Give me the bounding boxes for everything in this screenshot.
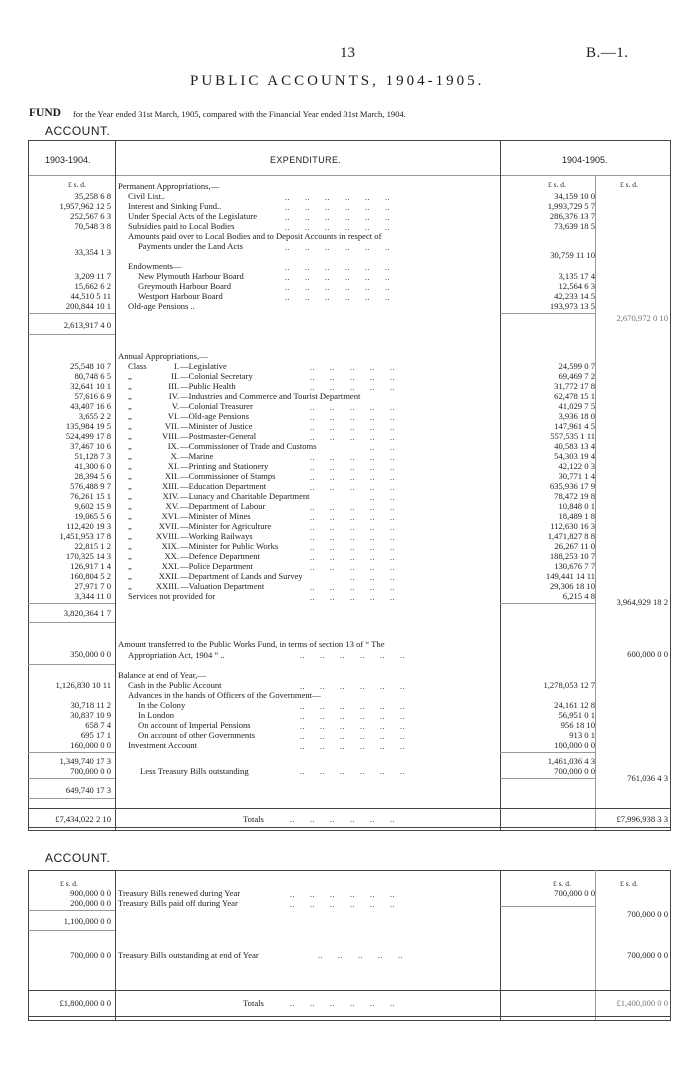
second-prev-0: 900,000 0 0 [70, 888, 111, 898]
annual-num-3: IV. [168, 391, 179, 401]
annual-prev-19: 170,325 14 3 [65, 551, 111, 561]
perm-cur-9: 42,233 14 5 [554, 291, 595, 301]
perm-cur-5: 30,759 11 10 [550, 250, 595, 260]
annual-num-11: XII. [164, 471, 179, 481]
subtitle-lead: FUND [29, 107, 61, 119]
annual-label-1: —Colonial Secretary [180, 371, 253, 381]
perm-label-8: Greymouth Harbour Board [138, 281, 232, 291]
annual-mark-0: Class [128, 361, 147, 371]
totals-bottom-rule [28, 827, 671, 828]
annual-cur-6: 147,961 4 5 [554, 421, 595, 431]
annual-mark-7: „ [128, 431, 132, 441]
annual-prev-15: 19,065 5 6 [74, 511, 111, 521]
annual-label-9: —Marine [180, 451, 214, 461]
second-totals-bottom-rule [28, 1016, 671, 1017]
annual-prev-9: 51,128 7 3 [74, 451, 111, 461]
annual-cur-14: 10,848 0 1 [558, 501, 595, 511]
second-outstanding-cur: 700,000 0 0 [627, 950, 668, 960]
balance-less-leaders: .. .. .. .. .. .. [300, 767, 405, 776]
balance-less-rule [28, 778, 115, 779]
annual-label-19: —Defence Department [180, 551, 260, 561]
annual-label-8: —Commissioner of Trade and Customs [180, 441, 317, 451]
balance-prev-0: 30,718 11 2 [70, 700, 111, 710]
second-leaders: .. .. .. .. .. .. .. .. .. .. .. .. [290, 890, 395, 909]
annual-prev-12: 576,488 9 7 [70, 481, 111, 491]
balance-leaders: .. .. .. .. .. .. .. .. .. .. .. .. .. .. .. .. .. .. .. .. .. .. .. .. .. .. .. .. .. .. .. .. .. .. .. .. [300, 682, 405, 751]
annual-label-6: —Minister of Justice [180, 421, 253, 431]
annual-mark-8: „ [128, 441, 132, 451]
balance-label-3: On account of other Governments [138, 730, 255, 740]
balance-sum-cur: 1,461,036 4 3 [547, 756, 595, 766]
annual-label-10: —Printing and Stationery [180, 461, 269, 471]
annual-label-17: —Working Railways [180, 531, 253, 541]
annual-num-20: XXI. [161, 561, 179, 571]
annual-mark-17: „ [128, 531, 132, 541]
annual-mark-10: „ [128, 461, 132, 471]
annual-cur-9: 54,303 19 4 [554, 451, 595, 461]
annual-mark-11: „ [128, 471, 132, 481]
annual-prev-1: 80,748 6 5 [74, 371, 111, 381]
annual-prev-4: 43,407 16 6 [70, 401, 111, 411]
annual-label-7: —Postmaster-General [180, 431, 257, 441]
annual-prev-22: 27,971 7 0 [74, 581, 111, 591]
annual-prev-2: 32,641 10 1 [70, 381, 111, 391]
perm-label-10: Old-age Pensions .. [128, 301, 195, 311]
balance-prev-1: 30,837 10 9 [70, 710, 111, 720]
annual-cur-7: 557,535 1 11 [550, 431, 595, 441]
balance-cash-label: Cash in the Public Account [128, 680, 222, 690]
second-col-divider-label [500, 870, 501, 1020]
annual-prev-21: 160,804 5 2 [70, 571, 111, 581]
col-header-1904: 1904-1905. [562, 155, 608, 165]
perm-prev-0: 35,258 6 8 [74, 191, 111, 201]
second-totals-label: Totals [243, 998, 264, 1008]
balance-prev-2: 658 7 4 [85, 720, 111, 730]
balance-net-prev: 649,740 17 3 [65, 785, 111, 795]
annual-detail-rule [500, 603, 595, 604]
second-outstanding-leaders: .. .. .. .. .. [318, 951, 403, 960]
balance-less-cur: 700,000 0 0 [554, 766, 595, 776]
second-outstanding-prev: 700,000 0 0 [70, 950, 111, 960]
annual-num-13: XIV. [162, 491, 179, 501]
annual-cur-21: 149,441 14 11 [545, 571, 595, 581]
second-prev-1: 200,000 0 0 [70, 898, 111, 908]
annual-mark-13: „ [128, 491, 132, 501]
totals-cur: £7,996,938 3 3 [616, 814, 668, 824]
perm-subtotal-bottom-rule [28, 334, 115, 335]
annual-mark-1: „ [128, 371, 132, 381]
balance-sum-rule-detail [500, 752, 595, 753]
perm-cur-1: 1,993,729 5 7 [547, 201, 595, 211]
annual-label-13: —Lunacy and Charitable Department [180, 491, 310, 501]
annual-subtotal-cur: 3,964,929 18 2 [616, 597, 668, 607]
table-top-rule [28, 140, 671, 141]
perm-label-5: Payments under the Land Acts [138, 241, 244, 251]
balance-cur-1: 56,951 0 1 [558, 710, 595, 720]
perm-label-7: New Plymouth Harbour Board [138, 271, 244, 281]
perm-label-9: Westport Harbour Board [138, 291, 223, 301]
transfer-label-line2: Appropriation Act, 1904 ” .. [128, 650, 225, 660]
second-subtotal-prev: 1,100,000 0 0 [63, 916, 111, 926]
second-table-top-rule [28, 870, 671, 871]
annual-mark-6: „ [128, 421, 132, 431]
annual-cur-22: 29,306 18 10 [549, 581, 595, 591]
perm-subtotal-cur: 2,670,972 0 10 [616, 313, 668, 323]
balance-less-prev: 700,000 0 0 [70, 766, 111, 776]
annual-label-3: —Industries and Commerce and Tourist Department [180, 391, 361, 401]
annual-label-12: —Education Department [180, 481, 267, 491]
annual-num-18: XIX. [161, 541, 179, 551]
annual-mark-12: „ [128, 481, 132, 491]
transfer-leaders: .. .. .. .. .. .. [300, 651, 405, 660]
annual-cur-2: 31,772 17 8 [554, 381, 595, 391]
table-bottom-rule [28, 830, 671, 831]
second-cur-0: 700,000 0 0 [554, 888, 595, 898]
second-totals-leaders: .. .. .. .. .. .. [290, 999, 395, 1008]
annual-num-6: VII. [164, 421, 179, 431]
balance-net-rule [28, 798, 115, 799]
section-heading-permanent: Permanent Appropriations,— [118, 181, 220, 191]
annual-prev-16: 112,420 19 3 [66, 521, 111, 531]
annual-cur-4: 41,029 7 5 [558, 401, 595, 411]
annual-mark-16: „ [128, 521, 132, 531]
annual-cur-20: 130,676 7 7 [554, 561, 595, 571]
balance-less-label: Less Treasury Bills outstanding [140, 766, 249, 776]
annual-num-10: XI. [167, 461, 179, 471]
annual-prev-6: 135,984 19 5 [65, 421, 111, 431]
annual-prev-20: 126,917 1 4 [70, 561, 111, 571]
second-subtotal-cur: 700,000 0 0 [627, 909, 668, 919]
perm-prev-5: 33,354 1 3 [74, 247, 111, 257]
annual-label-11: —Commissioner of Stamps [180, 471, 276, 481]
balance-prev-3: 695 17 1 [80, 730, 111, 740]
perm-label-4: Amounts paid over to Local Bodies and to Deposit Accounts in respect of [128, 231, 382, 241]
totals-top-rule [28, 808, 671, 809]
annual-num-12: XIII. [162, 481, 179, 491]
perm-detail-rule [500, 313, 595, 314]
annual-label-0: —Legislative [180, 361, 227, 371]
balance-sum-rule [28, 752, 115, 753]
annual-cur-3: 62,478 15 1 [554, 391, 595, 401]
annual-prev-17: 1,451,953 17 8 [59, 531, 111, 541]
annual-cur-10: 42,122 0 3 [558, 461, 595, 471]
perm-label-1: Interest and Sinking Fund.. [128, 201, 222, 211]
perm-label-0: Civil List.. [128, 191, 166, 201]
annual-cur-15: 18,489 1 8 [558, 511, 595, 521]
balance-cur-2: 956 18 10 [560, 720, 595, 730]
perm-cur-3: 73,639 18 5 [554, 221, 595, 231]
second-totals-prev: £1,800,000 0 0 [59, 998, 111, 1008]
totals-leaders: .. .. .. .. .. .. [290, 815, 395, 824]
annual-cur-18: 26,267 11 0 [554, 541, 595, 551]
annual-prev-7: 524,499 17 8 [65, 431, 111, 441]
annual-label-18: —Minister for Public Works [180, 541, 279, 551]
perm-prev-1: 1,957,962 12 5 [59, 201, 111, 211]
transfer-label-line1: Amount transferred to the Public Works Fund, in terms of section 13 of “ The [118, 639, 385, 649]
second-totals-cur: £1,400,000 0 0 [616, 998, 668, 1008]
annual-num-22: XXIII. [155, 581, 179, 591]
second-right-border [670, 870, 671, 1020]
annual-prev-8: 37,467 10 6 [70, 441, 111, 451]
annual-label-4: —Colonial Treasurer [180, 401, 253, 411]
currency-header-cur: £ s. d. [548, 180, 566, 189]
subtitle: for the Year ended 31st March, 1905, compared with the Financial Year ended 31st March, 1904. [73, 109, 406, 119]
second-table-bottom-rule [28, 1020, 671, 1021]
balance-label-0: In the Colony [138, 700, 186, 710]
perm-prev-8: 15,662 6 2 [74, 281, 111, 291]
annual-cur-17: 1,471,827 8 8 [547, 531, 595, 541]
annual-cur-0: 24,599 0 7 [558, 361, 595, 371]
perm-cur-8: 12,564 6 3 [558, 281, 595, 291]
annual-subtotal-bottom-rule [28, 622, 115, 623]
currency-header-prev: £ s. d. [68, 180, 86, 189]
page-title: PUBLIC ACCOUNTS, 1904-1905. [190, 73, 485, 89]
perm-label-6: Endowments— [128, 261, 182, 271]
perm-prev-9: 44,510 5 11 [70, 291, 111, 301]
transfer-rule [28, 664, 115, 665]
second-account-label: ACCOUNT. [45, 851, 111, 865]
annual-label-15: —Minister of Mines [180, 511, 251, 521]
currency-header-total: £ s. d. [620, 180, 638, 189]
annual-cur-12: 635,936 17 9 [549, 481, 595, 491]
annual-mark-19: „ [128, 551, 132, 561]
table-right-border [670, 140, 671, 830]
balance-cash-prev: 1,126,830 10 11 [55, 680, 111, 690]
annual-prev-23: 3,344 11 0 [74, 591, 111, 601]
annual-leaders: .. .. .. .. .. .. .. .. .. .. .. .. .. .. .. .. .. .. .. .. .. .. .. .. .. .. .. .. .. .. .. .. .. .. .. .. .. .. .. .. .. .. .. .. .. .. .. .. .. .. .. .. .. .. .. .. .. .. .. .. .. .. .. .. .. .. .. .. .. .. .. .. .. .. .. .. .. .. .. .. .. .. .. .. .. .. .. .. .. .. .. .. .. .. .. .. .. .. .. .. .. .. .. .. .. .. .. [310, 363, 395, 602]
totals-prev: £7,434,022 2 10 [55, 814, 111, 824]
annual-num-19: XX. [164, 551, 179, 561]
second-currency-cur: £ s. d. [553, 879, 571, 888]
perm-leaders: .. .. .. .. .. .. .. .. .. .. .. .. .. .. .. .. .. .. .. .. .. .. .. .. .. .. .. .. .. .. .. .. .. .. .. .. .. .. .. .. .. .. .. .. .. .. .. .. .. .. .. .. .. .. [285, 193, 390, 302]
balance-advances-heading: Advances in the hands of Officers of the Government— [128, 690, 321, 700]
second-col-divider-detail [595, 870, 596, 1020]
annual-mark-22: „ [128, 581, 132, 591]
balance-less-rule-detail [500, 778, 595, 779]
perm-prev-7: 3,209 11 7 [74, 271, 111, 281]
annual-num-5: VI. [167, 411, 179, 421]
second-col-divider-prev [115, 870, 116, 1020]
second-currency-total: £ s. d. [620, 879, 638, 888]
annual-prev-11: 28,394 5 6 [74, 471, 111, 481]
balance-label-4: Investment Account [128, 740, 197, 750]
annual-cur-5: 3,936 18 0 [558, 411, 595, 421]
annual-mark-20: „ [128, 561, 132, 571]
perm-subtotal-rule [28, 313, 115, 314]
totals-label: Totals [243, 814, 264, 824]
annual-subtotal-rule [28, 603, 115, 604]
balance-cash-cur: 1,278,053 12 7 [543, 680, 595, 690]
annual-prev-13: 76,261 15 1 [70, 491, 111, 501]
balance-net-cur: 761,036 4 3 [627, 773, 668, 783]
second-currency-prev: £ s. d. [60, 879, 78, 888]
annual-mark-9: „ [128, 451, 132, 461]
balance-heading: Balance at end of Year,— [118, 670, 206, 680]
annual-mark-18: „ [128, 541, 132, 551]
perm-cur-0: 34,159 10 0 [554, 191, 595, 201]
balance-sum-prev: 1,349,740 17 3 [59, 756, 111, 766]
annual-label-21: —Department of Lands and Survey [180, 571, 303, 581]
annual-num-14: XV. [165, 501, 179, 511]
balance-label-2: On account of Imperial Pensions [138, 720, 251, 730]
second-left-border [28, 870, 29, 1020]
perm-prev-3: 70,548 3 8 [74, 221, 111, 231]
col-header-1903: 1903-1904. [45, 155, 91, 165]
second-subtotal-rule [28, 910, 115, 911]
annual-prev-5: 3,655 2 2 [78, 411, 111, 421]
annual-num-16: XVII. [158, 521, 179, 531]
annual-mark-2: „ [128, 381, 132, 391]
annual-subtotal-prev: 3,820,364 1 7 [63, 608, 111, 618]
annual-num-8: IX. [167, 441, 179, 451]
account-label: ACCOUNT. [45, 124, 111, 138]
annual-num-15: XVI. [161, 511, 179, 521]
annual-num-17: XVIII. [155, 531, 179, 541]
col-divider-expenditure [500, 140, 501, 830]
perm-prev-10: 200,844 10 1 [65, 301, 111, 311]
annual-label-14: —Department of Labour [180, 501, 266, 511]
annual-prev-0: 25,548 10 7 [70, 361, 111, 371]
balance-cur-4: 100,000 0 0 [554, 740, 595, 750]
annual-num-2: III. [168, 381, 179, 391]
annual-prev-3: 57,616 6 9 [74, 391, 111, 401]
annual-num-9: X. [170, 451, 179, 461]
annual-prev-18: 22,815 1 2 [74, 541, 111, 551]
annual-num-1: II. [171, 371, 179, 381]
annual-prev-14: 9,602 15 9 [74, 501, 111, 511]
annual-label-20: —Police Department [180, 561, 253, 571]
balance-prev-4: 160,000 0 0 [70, 740, 111, 750]
balance-label-1: In London [138, 710, 175, 720]
annual-num-21: XXII. [158, 571, 179, 581]
annual-label-23: Services not provided for [128, 591, 216, 601]
annual-mark-21: „ [128, 571, 132, 581]
annual-mark-4: „ [128, 401, 132, 411]
annual-label-22: —Valuation Department [180, 581, 265, 591]
annual-cur-1: 69,469 7 2 [558, 371, 595, 381]
annual-cur-23: 6,215 4 8 [562, 591, 595, 601]
perm-cur-7: 3,135 17 4 [558, 271, 595, 281]
page-number: 13 [340, 45, 355, 61]
annual-mark-3: „ [128, 391, 132, 401]
second-label-0: Treasury Bills renewed during Year [118, 888, 241, 898]
perm-prev-2: 252,567 6 3 [70, 211, 111, 221]
second-detail-rule [500, 906, 595, 907]
perm-cur-10: 193,973 13 5 [549, 301, 595, 311]
table-header-rule [28, 175, 671, 176]
second-label-1: Treasury Bills paid off during Year [118, 898, 238, 908]
annual-cur-8: 40,583 13 4 [554, 441, 595, 451]
col-header-expenditure: EXPENDITURE. [270, 155, 342, 165]
second-outstanding-label: Treasury Bills outstanding at end of Year [118, 950, 259, 960]
annual-mark-5: „ [128, 411, 132, 421]
annual-cur-16: 112,630 16 3 [550, 521, 595, 531]
annual-label-5: —Old-age Pensions [180, 411, 249, 421]
annual-num-0: I. [173, 361, 179, 371]
transfer-prev: 350,000 0 0 [70, 649, 111, 659]
annual-prev-10: 41,300 6 0 [74, 461, 111, 471]
annual-label-16: —Minister for Agriculture [180, 521, 272, 531]
balance-cur-0: 24,161 12 8 [554, 700, 595, 710]
balance-cur-3: 913 0 1 [569, 730, 595, 740]
annual-num-7: VIII. [162, 431, 179, 441]
second-subtotal-bottom-rule [28, 930, 115, 931]
col-divider-prev [115, 140, 116, 830]
annual-label-2: —Public Health [180, 381, 236, 391]
page-reference: B.—1. [586, 45, 629, 61]
annual-mark-15: „ [128, 511, 132, 521]
table-left-border [28, 140, 29, 830]
transfer-cur: 600,000 0 0 [627, 649, 668, 659]
annual-mark-14: „ [128, 501, 132, 511]
perm-label-3: Subsidies paid to Local Bodies [128, 221, 235, 231]
perm-label-2: Under Special Acts of the Legislature [128, 211, 258, 221]
second-totals-top-rule [28, 990, 671, 991]
perm-subtotal-prev: 2,613,917 4 0 [63, 320, 111, 330]
annual-num-4: V. [171, 401, 179, 411]
annual-cur-11: 30,771 1 4 [558, 471, 595, 481]
section-heading-annual: Annual Appropriations,— [118, 351, 208, 361]
perm-cur-2: 286,376 13 7 [549, 211, 595, 221]
col-divider-detail [595, 175, 596, 830]
annual-cur-13: 78,472 19 8 [554, 491, 595, 501]
annual-cur-19: 188,253 10 7 [549, 551, 595, 561]
